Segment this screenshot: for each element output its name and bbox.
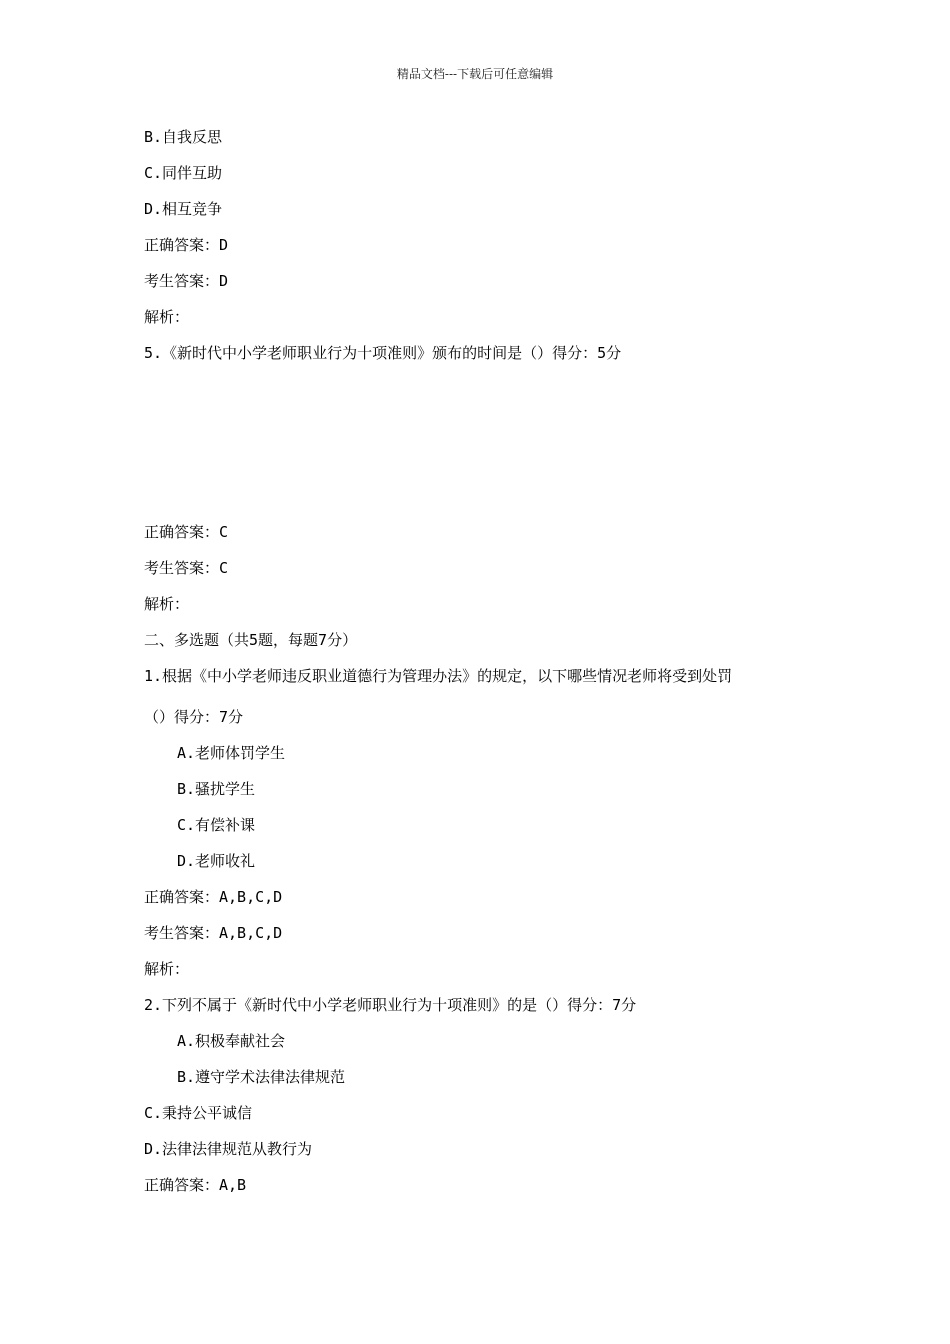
correct-answer: 正确答案：D	[144, 236, 229, 254]
question-1-continued: （）得分：7分	[144, 708, 244, 726]
option-d: D.老师收礼	[177, 852, 256, 870]
option-c: C.有偿补课	[177, 816, 256, 834]
option-d: D.法律法律规范从教行为	[144, 1140, 313, 1158]
student-answer: 考生答案：C	[144, 559, 229, 577]
analysis-label: 解析：	[144, 960, 190, 978]
correct-answer: 正确答案：C	[144, 523, 229, 541]
question-5: 5.《新时代中小学老师职业行为十项准则》颁布的时间是（）得分：5分	[144, 344, 622, 362]
option-b: B.遵守学术法律法律规范	[177, 1068, 346, 1086]
option-c: C.秉持公平诚信	[144, 1104, 253, 1122]
correct-answer: 正确答案：A,B	[144, 1176, 247, 1194]
analysis-label: 解析：	[144, 595, 190, 613]
option-a: A.老师体罚学生	[177, 744, 286, 762]
correct-answer: 正确答案：A,B,C,D	[144, 888, 283, 906]
option-c-peer-help: C.同伴互助	[144, 164, 223, 182]
option-a: A.积极奉献社会	[177, 1032, 286, 1050]
page-header: 精品文档---下载后可任意编辑	[396, 67, 554, 81]
option-d-competition: D.相互竞争	[144, 200, 223, 218]
student-answer: 考生答案：A,B,C,D	[144, 924, 283, 942]
student-answer: 考生答案：D	[144, 272, 229, 290]
question-1: 1.根据《中小学老师违反职业道德行为管理办法》的规定，以下哪些情况老师将受到处罚	[144, 667, 733, 685]
option-b-self-reflection: B.自我反思	[144, 128, 223, 146]
option-b: B.骚扰学生	[177, 780, 256, 798]
section-heading-multiple-choice: 二、多选题（共5题，每题7分）	[144, 631, 358, 649]
analysis-label: 解析：	[144, 308, 190, 326]
question-2: 2.下列不属于《新时代中小学老师职业行为十项准则》的是（）得分：7分	[144, 996, 637, 1014]
